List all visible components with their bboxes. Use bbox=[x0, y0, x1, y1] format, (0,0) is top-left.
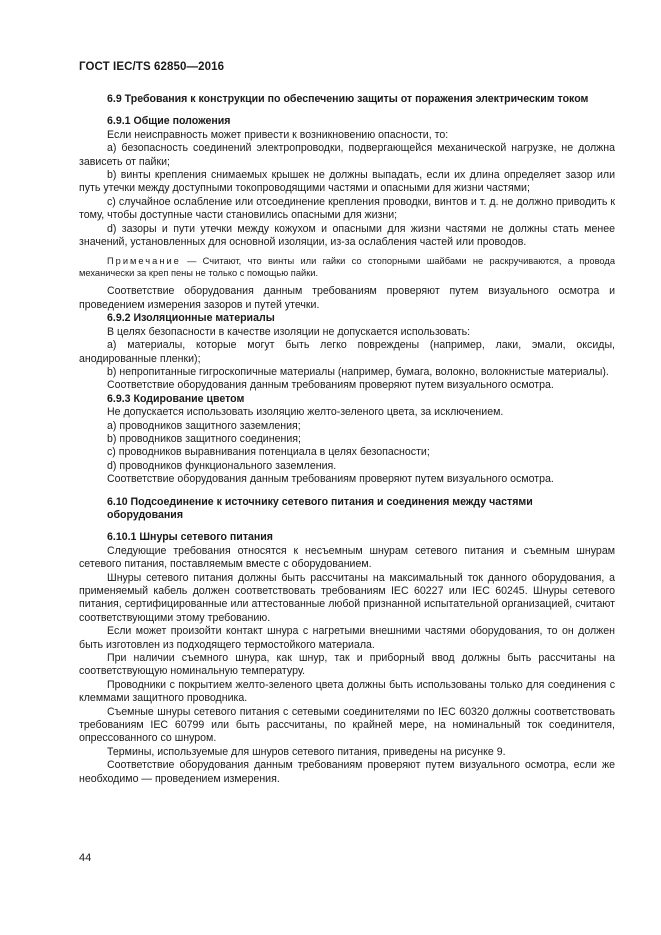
list-item: c) случайное ослабление или отсоединение крепления проводки, винтов и т. д. не должно приводить к тому, чтобы доступные части становились опасными для жизни; bbox=[79, 195, 615, 222]
subsection-heading-6-10-1: 6.10.1 Шнуры сетевого питания bbox=[107, 531, 273, 544]
paragraph: Если может произойти контакт шнура с нагретыми внешними частями оборудования, то он должен быть изготовлен из подходящего термостойкого материала. bbox=[79, 625, 615, 651]
paragraph: В целях безопасности в качестве изоляции не допускается использовать: bbox=[107, 325, 471, 338]
paragraph: Проводники с покрытием желто-зеленого цвета должны быть использованы только для соединения с клеммами защитного проводника. bbox=[79, 678, 615, 705]
paragraph: Соответствие оборудования данным требованиям проверяют путем визуального осмотра. bbox=[107, 379, 554, 392]
paragraph: Следующие требования относятся к несъемным шнурам сетевого питания и съемным шнурам сетевого питания, поставляемым вместе с оборудованием. bbox=[79, 544, 615, 571]
list-item: c) проводников выравнивания потенциала в целях безопасности; bbox=[107, 446, 430, 459]
section-heading-6-9: 6.9 Требования к конструкции по обеспечению защиты от поражения электрическим током bbox=[107, 93, 589, 105]
list-item: d) проводников функционального заземления. bbox=[107, 459, 337, 472]
note-label: Примечание bbox=[107, 256, 181, 267]
page-number: 44 bbox=[79, 852, 92, 864]
list-item: b) винты крепления снимаемых крышек не должны выпадать, если их длина определяет зазор или путь утечки между доступными токопроводящими частями и опасными для жизни частями; bbox=[79, 169, 615, 195]
list-item: a) безопасность соединений электропроводки, подвергающейся механической нагрузке, не должна зависеть от пайки; bbox=[79, 142, 615, 168]
paragraph: Если неисправность может привести к возникновению опасности, то: bbox=[107, 128, 449, 141]
paragraph: Съемные шнуры сетевого питания с сетевыми соединителями по IEC 60320 должны соответствовать требованиям IEC 60799 или быть рассчитаны, по крайней мере, на номинальный ток соединителя, опрессованного со шнуром. bbox=[79, 705, 615, 745]
paragraph: Соответствие оборудования данным требованиям проверяют путем визуального осмотра. bbox=[107, 473, 554, 486]
page-content bbox=[79, 93, 615, 786]
paragraph: При наличии съемного шнура, как шнур, так и приборный ввод должны быть рассчитаны на соответствующую номинальную температуру. bbox=[79, 652, 615, 678]
paragraph: Шнуры сетевого питания должны быть рассчитаны на максимальный ток данного оборудования, а применяемый кабель должен соответствовать требованиям IEC 60227 или IEC 60245. Шнуры сетевого питания, сертифицированные или аттестованные любой признанной испытательной организацией, считают соответствующими этому требованию. bbox=[79, 571, 615, 624]
note bbox=[79, 255, 615, 279]
paragraph: Соответствие оборудования данным требованиям проверяют путем визуального осмотра, если же необходимо — проведением измерения. bbox=[79, 759, 615, 785]
subsection-heading-6-9-2: 6.9.2 Изоляционные материалы bbox=[107, 312, 275, 325]
list-item: a) проводников защитного заземления; bbox=[107, 419, 301, 432]
list-item: b) непропитанные гигроскопичные материалы (например, бумага, волокно, волокнистые материалы). bbox=[107, 365, 609, 378]
section-heading-6-10 bbox=[79, 496, 615, 523]
note-text: — Считают, что винты или гайки со стопорными шайбами не раскручиваются, а провода механически за креп пены не только с помощью пайки. bbox=[79, 256, 615, 279]
subsection-heading-6-9-1: 6.9.1 Общие положения bbox=[107, 115, 231, 128]
list-item: b) проводников защитного соединения; bbox=[107, 432, 301, 445]
list-item: d) зазоры и пути утечки между кожухом и опасными для жизни частями не должны стать менее значений, установленных для основной изоляции, из-за ослабления частей или проводов. bbox=[79, 222, 615, 249]
document-header: ГОСТ IEC/TS 62850—2016 bbox=[79, 61, 225, 73]
paragraph: Не допускается использовать изоляцию желто-зеленого цвета, за исключением. bbox=[107, 406, 504, 419]
paragraph: Термины, используемые для шнуров сетевого питания, приведены на рисунке 9. bbox=[107, 745, 506, 758]
list-item: a) материалы, которые могут быть легко повреждены (например, лаки, эмали, оксиды, анодированные пленки); bbox=[79, 339, 615, 365]
section-heading-6-10-line1: 6.10 Подсоединение к источнику сетевого питания и соединения между частями bbox=[107, 495, 533, 508]
paragraph: Соответствие оборудования данным требованиям проверяют путем визуального осмотра и проведением измерения зазоров и путей утечки. bbox=[79, 285, 615, 311]
section-heading-6-10-line2: оборудования bbox=[107, 508, 183, 521]
subsection-heading-6-9-3: 6.9.3 Кодирование цветом bbox=[107, 392, 245, 405]
